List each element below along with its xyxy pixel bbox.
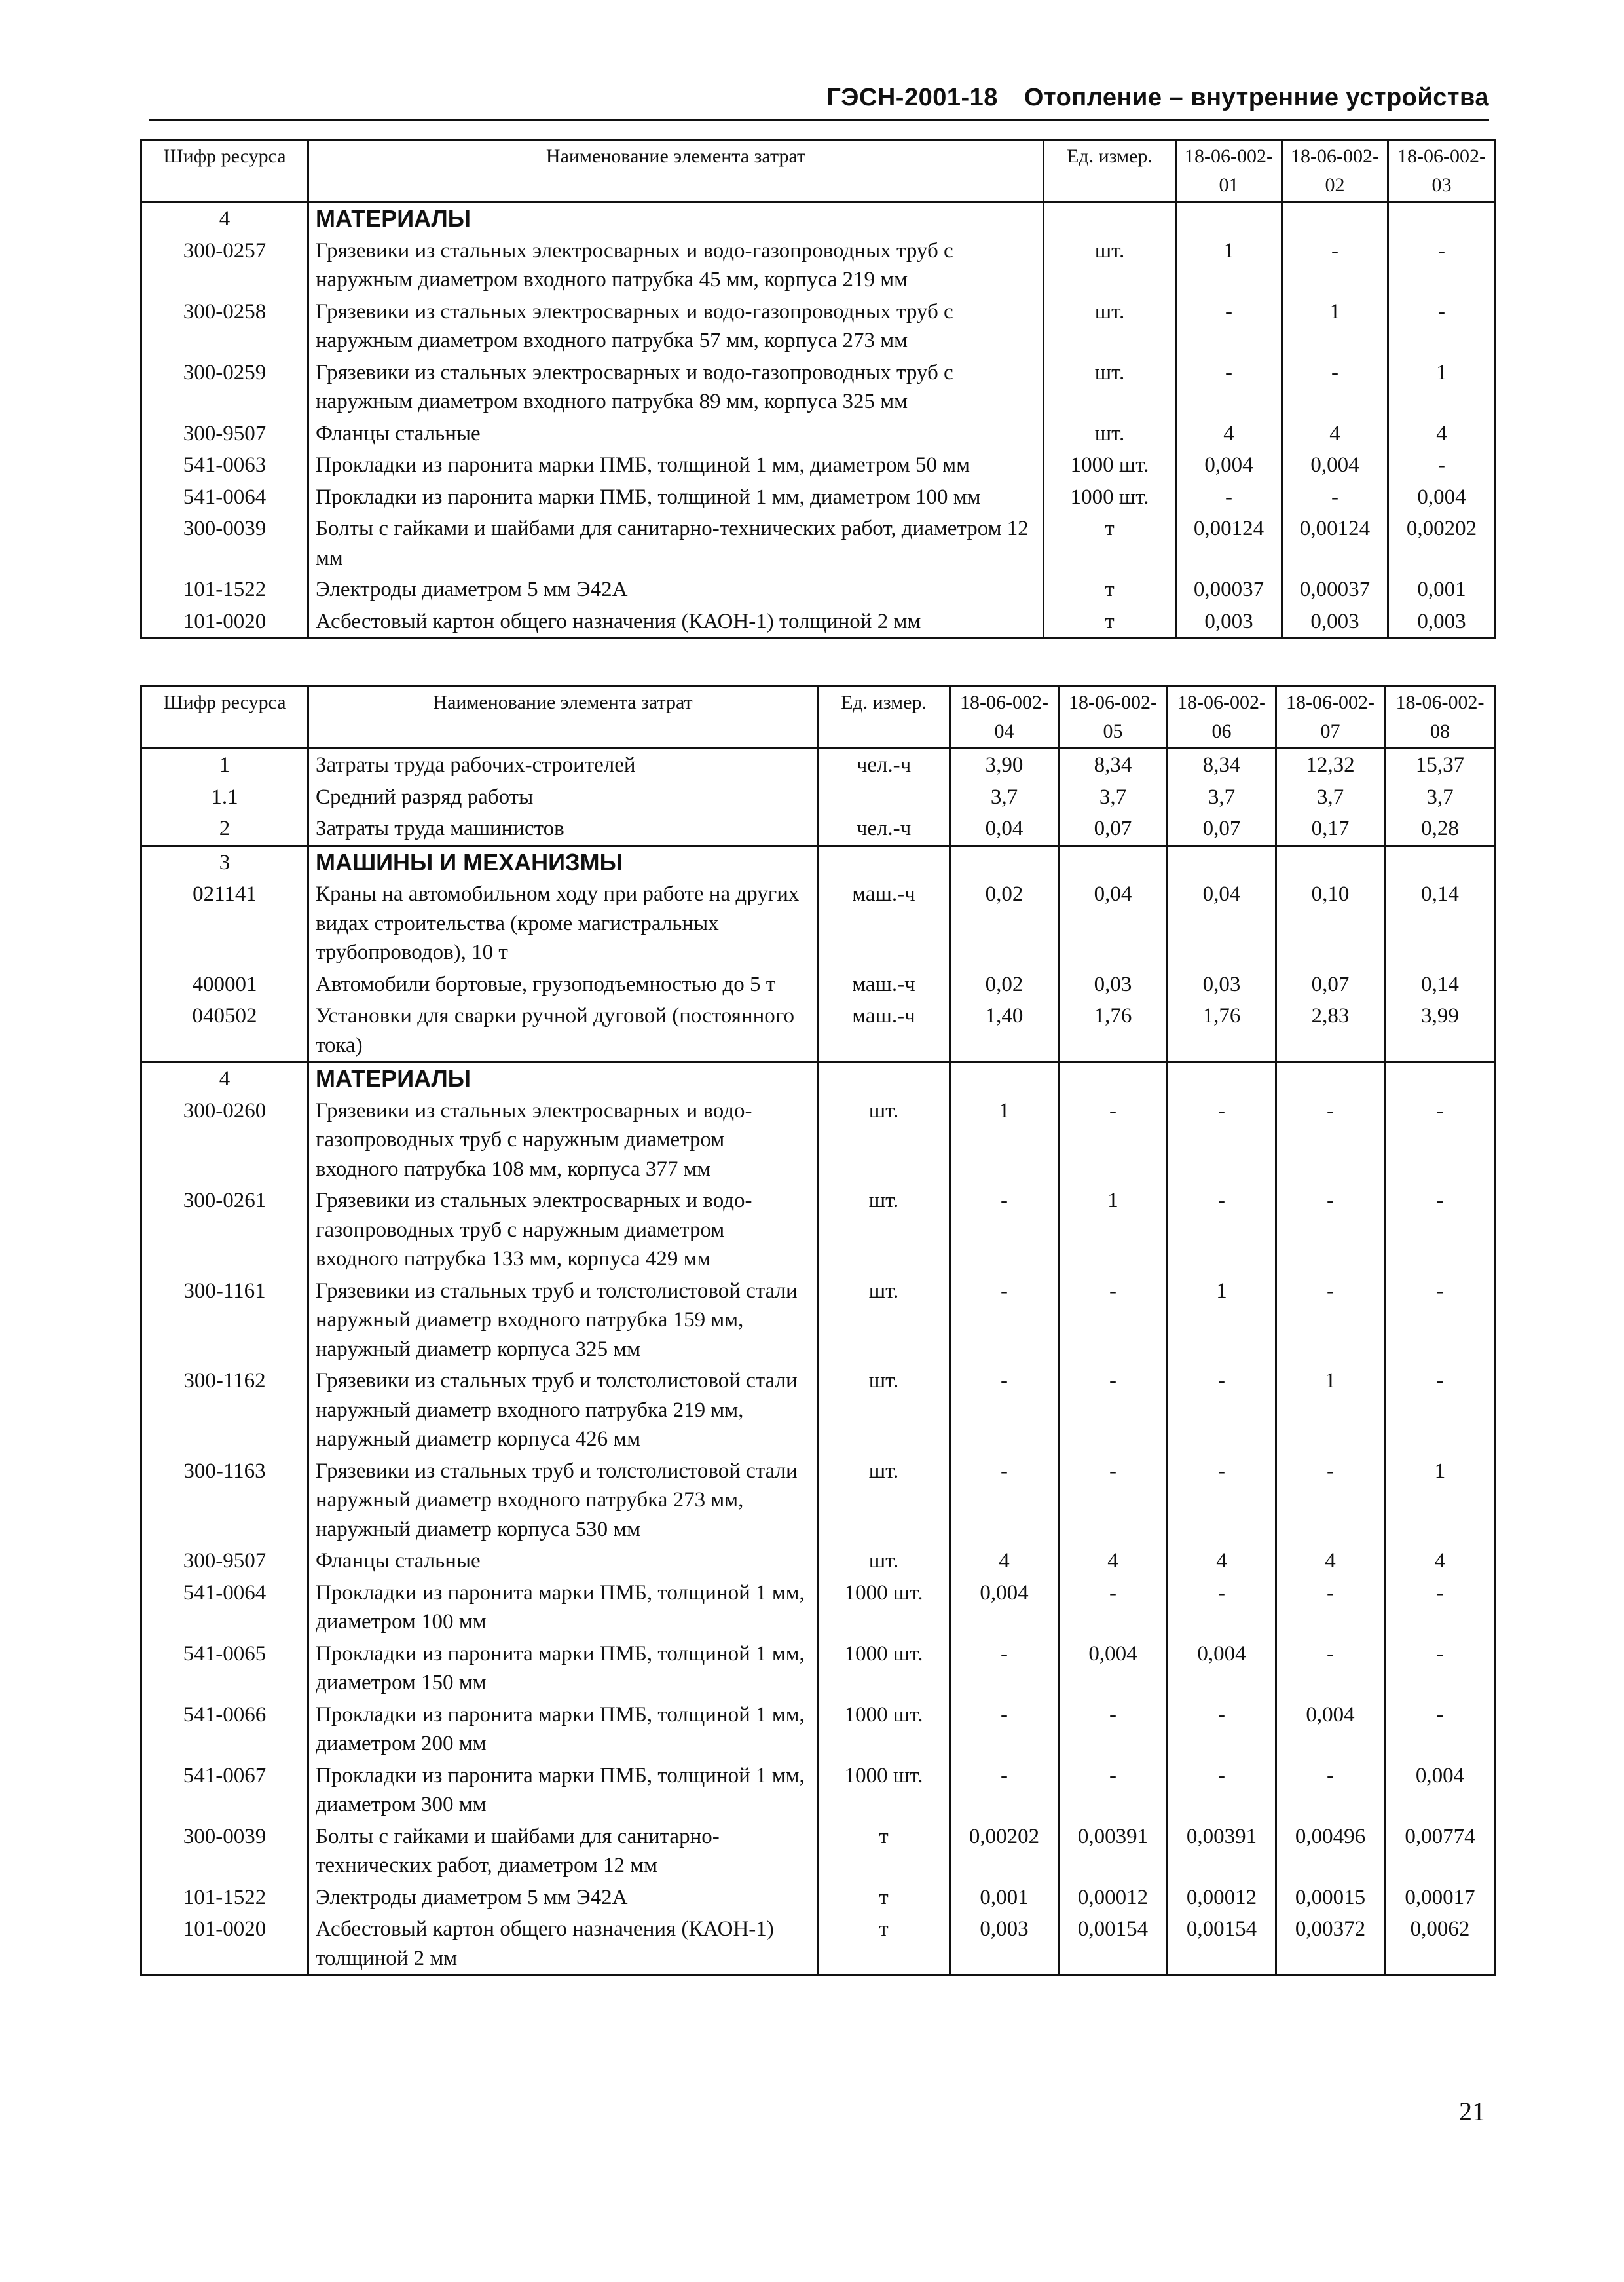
resource-code: 101-0020 xyxy=(141,606,308,639)
norm-value: 1 xyxy=(1282,296,1388,357)
page-header xyxy=(149,84,1489,121)
table-row xyxy=(141,357,1496,418)
resource-code: 400001 xyxy=(141,969,308,1001)
norm-value: - xyxy=(1276,1275,1385,1366)
norm-value: - xyxy=(1282,357,1388,418)
norm-value: 1 xyxy=(1385,1455,1496,1546)
norm-value: 0,04 xyxy=(1059,878,1168,969)
resource-code: 300-0261 xyxy=(141,1185,308,1275)
resource-unit: 1000 шт. xyxy=(818,1577,950,1638)
norm-value: 0,00774 xyxy=(1385,1821,1496,1882)
norm-value: 4 xyxy=(1282,418,1388,450)
table-row xyxy=(141,1913,1496,1975)
norm-value: 0,00124 xyxy=(1282,513,1388,574)
column-header-name: Наименование элемента затрат xyxy=(308,140,1044,202)
norm-value: 0,004 xyxy=(1176,449,1282,481)
column-header-norm: 18-06-002-01 xyxy=(1176,140,1282,202)
resource-unit: шт. xyxy=(1044,296,1176,357)
resource-code: 101-1522 xyxy=(141,1882,308,1914)
norm-value: 0,004 xyxy=(950,1577,1059,1638)
norm-value: - xyxy=(1282,481,1388,514)
norm-value: 0,004 xyxy=(1282,449,1388,481)
norm-value: - xyxy=(1168,1365,1276,1455)
norm-value: - xyxy=(1059,1095,1168,1186)
table-row xyxy=(141,1699,1496,1760)
table-row xyxy=(141,1821,1496,1882)
norm-value: 0,00202 xyxy=(950,1821,1059,1882)
norm-value: 4 xyxy=(1059,1545,1168,1577)
table-row xyxy=(141,969,1496,1001)
norm-value: - xyxy=(1059,1365,1168,1455)
resource-code: 300-1162 xyxy=(141,1365,308,1455)
column-header-norm: 18-06-002-08 xyxy=(1385,686,1496,749)
norm-value: 0,004 xyxy=(1059,1638,1168,1699)
table-body xyxy=(141,202,1496,639)
resource-code: 541-0063 xyxy=(141,449,308,481)
resource-name: Прокладки из паронита марки ПМБ, толщиной 1 мм, диаметром 50 мм xyxy=(308,449,1044,481)
resource-unit: шт. xyxy=(1044,235,1176,296)
norm-value: 0,001 xyxy=(950,1882,1059,1914)
norm-value: - xyxy=(1059,1275,1168,1366)
norm-value: 0,00202 xyxy=(1388,513,1496,574)
section-row xyxy=(141,202,1496,235)
norm-value: 0,04 xyxy=(950,813,1059,846)
norm-value: - xyxy=(1276,1638,1385,1699)
resource-name: Установки для сварки ручной дуговой (постоянного тока) xyxy=(308,1000,818,1062)
norm-value: - xyxy=(1388,235,1496,296)
resource-code: 541-0067 xyxy=(141,1760,308,1821)
norm-value: 3,90 xyxy=(950,749,1059,781)
resource-unit: 1000 шт. xyxy=(818,1760,950,1821)
norm-value: - xyxy=(1168,1185,1276,1275)
norm-value: 4 xyxy=(1168,1545,1276,1577)
norm-value xyxy=(1059,1062,1168,1095)
norm-value: 12,32 xyxy=(1276,749,1385,781)
resource-unit: маш.-ч xyxy=(818,969,950,1001)
norm-value: 2,83 xyxy=(1276,1000,1385,1062)
table-row xyxy=(141,481,1496,514)
resource-name: Фланцы стальные xyxy=(308,418,1044,450)
norm-value: - xyxy=(1168,1095,1276,1186)
resource-name: Грязевики из стальных электросварных и водо-газопроводных труб с наружным диаметром входного патрубка 57 мм, корпуса 273 мм xyxy=(308,296,1044,357)
resource-unit: 1000 шт. xyxy=(1044,449,1176,481)
section-row xyxy=(141,1062,1496,1095)
resource-code: 300-1161 xyxy=(141,1275,308,1366)
norm-value: 0,003 xyxy=(1282,606,1388,639)
resource-unit: шт. xyxy=(1044,357,1176,418)
resource-name: Грязевики из стальных труб и толстолистовой стали наружный диаметр входного патрубка 219 мм, наружный диаметр корпуса 426 мм xyxy=(308,1365,818,1455)
norm-value: 0,00017 xyxy=(1385,1882,1496,1914)
norm-value: - xyxy=(1168,1577,1276,1638)
norm-value: - xyxy=(950,1365,1059,1455)
norm-value: 0,10 xyxy=(1276,878,1385,969)
resource-unit: т xyxy=(818,1821,950,1882)
norm-value: - xyxy=(1276,1455,1385,1546)
norm-value: 0,00037 xyxy=(1176,574,1282,606)
norm-value: - xyxy=(1276,1760,1385,1821)
resource-name: Краны на автомобильном ходу при работе на других видах строительства (кроме магистральных трубопроводов), 10 т xyxy=(308,878,818,969)
norm-value: 0,0062 xyxy=(1385,1913,1496,1975)
norm-value: 0,004 xyxy=(1385,1760,1496,1821)
resource-unit: 1000 шт. xyxy=(1044,481,1176,514)
resource-unit: шт. xyxy=(818,1455,950,1546)
norm-value: 1,40 xyxy=(950,1000,1059,1062)
norm-value: - xyxy=(1385,1095,1496,1186)
norm-value: 0,00496 xyxy=(1276,1821,1385,1882)
resource-code: 021141 xyxy=(141,878,308,969)
norm-value: 1 xyxy=(1276,1365,1385,1455)
norm-value: - xyxy=(1059,1760,1168,1821)
column-header-unit: Ед. измер. xyxy=(818,686,950,749)
resource-unit xyxy=(818,781,950,814)
resource-unit: т xyxy=(1044,606,1176,639)
norm-value: - xyxy=(1276,1185,1385,1275)
table-row xyxy=(141,1882,1496,1914)
norm-value: 0,00012 xyxy=(1168,1882,1276,1914)
table-row xyxy=(141,1365,1496,1455)
resource-unit: т xyxy=(818,1882,950,1914)
column-header-norm: 18-06-002-07 xyxy=(1276,686,1385,749)
norm-value: - xyxy=(1388,449,1496,481)
norm-value: 0,00372 xyxy=(1276,1913,1385,1975)
table-row xyxy=(141,1275,1496,1366)
norm-value: 0,004 xyxy=(1168,1638,1276,1699)
resource-table-2 xyxy=(140,685,1496,1976)
norm-value: - xyxy=(1385,1365,1496,1455)
resource-code: 101-0020 xyxy=(141,1913,308,1975)
norm-value: - xyxy=(950,1275,1059,1366)
norm-value: - xyxy=(1059,1455,1168,1546)
norm-value: - xyxy=(1385,1275,1496,1366)
norm-value: 0,07 xyxy=(1059,813,1168,846)
document-code: ГЭСН-2001-18 xyxy=(826,84,998,111)
section-row xyxy=(141,846,1496,878)
norm-value: 3,7 xyxy=(1168,781,1276,814)
table-row xyxy=(141,606,1496,639)
resource-unit xyxy=(818,846,950,878)
norm-value: - xyxy=(950,1699,1059,1760)
norm-value: 0,003 xyxy=(1176,606,1282,639)
norm-value: 1 xyxy=(1059,1185,1168,1275)
norm-value: 0,003 xyxy=(950,1913,1059,1975)
norm-value: - xyxy=(1059,1699,1168,1760)
table-row xyxy=(141,1095,1496,1186)
table-row xyxy=(141,513,1496,574)
resource-unit: 1000 шт. xyxy=(818,1638,950,1699)
norm-value: 0,00154 xyxy=(1059,1913,1168,1975)
resource-code: 300-0039 xyxy=(141,513,308,574)
resource-code: 300-9507 xyxy=(141,418,308,450)
norm-value: - xyxy=(1168,1760,1276,1821)
resource-name: Электроды диаметром 5 мм Э42А xyxy=(308,574,1044,606)
table-row xyxy=(141,1185,1496,1275)
table-body xyxy=(141,749,1496,1975)
norm-value xyxy=(1176,202,1282,235)
norm-value: 0,28 xyxy=(1385,813,1496,846)
resource-name: Фланцы стальные xyxy=(308,1545,818,1577)
norm-value: 4 xyxy=(1385,1545,1496,1577)
table-row xyxy=(141,1000,1496,1062)
norm-value: 3,7 xyxy=(1059,781,1168,814)
norm-value: 0,17 xyxy=(1276,813,1385,846)
norm-value: 0,00391 xyxy=(1059,1821,1168,1882)
resource-code: 040502 xyxy=(141,1000,308,1062)
norm-value xyxy=(1385,1062,1496,1095)
norm-value: - xyxy=(1168,1699,1276,1760)
norm-value: 0,00015 xyxy=(1276,1882,1385,1914)
norm-value xyxy=(950,846,1059,878)
norm-value: 1 xyxy=(1168,1275,1276,1366)
norm-value: 0,00154 xyxy=(1168,1913,1276,1975)
resource-name: Грязевики из стальных труб и толстолистовой стали наружный диаметр входного патрубка 159 мм, наружный диаметр корпуса 325 мм xyxy=(308,1275,818,1366)
column-header-norm: 18-06-002-03 xyxy=(1388,140,1496,202)
resource-code: 541-0064 xyxy=(141,1577,308,1638)
table-row xyxy=(141,878,1496,969)
norm-value xyxy=(1168,1062,1276,1095)
resource-unit xyxy=(818,1062,950,1095)
norm-value: 1 xyxy=(1176,235,1282,296)
norm-value: 1,76 xyxy=(1168,1000,1276,1062)
resource-name: Прокладки из паронита марки ПМБ, толщиной 1 мм, диаметром 100 мм xyxy=(308,1577,818,1638)
resource-unit: шт. xyxy=(818,1545,950,1577)
norm-value: 0,02 xyxy=(950,878,1059,969)
resource-name: Прокладки из паронита марки ПМБ, толщиной 1 мм, диаметром 100 мм xyxy=(308,481,1044,514)
resource-code: 1 xyxy=(141,749,308,781)
resource-code: 3 xyxy=(141,846,308,878)
resource-unit: шт. xyxy=(818,1095,950,1186)
resource-name: Прокладки из паронита марки ПМБ, толщиной 1 мм, диаметром 200 мм xyxy=(308,1699,818,1760)
table-row xyxy=(141,1455,1496,1546)
norm-value: - xyxy=(1176,481,1282,514)
norm-value: 0,00012 xyxy=(1059,1882,1168,1914)
table-row xyxy=(141,418,1496,450)
resource-name: Грязевики из стальных электросварных и водо-газопроводных труб с наружным диаметром входного патрубка 89 мм, корпуса 325 мм xyxy=(308,357,1044,418)
resource-unit xyxy=(1044,202,1176,235)
table-header-row xyxy=(141,140,1496,202)
norm-value: - xyxy=(1276,1577,1385,1638)
resource-name: Асбестовый картон общего назначения (КАОН-1) толщиной 2 мм xyxy=(308,1913,818,1975)
norm-value: - xyxy=(950,1455,1059,1546)
norm-value: 3,7 xyxy=(1385,781,1496,814)
norm-value: - xyxy=(950,1760,1059,1821)
resource-name: Грязевики из стальных электросварных и водо-газопроводных труб с наружным диаметром входного патрубка 45 мм, корпуса 219 мм xyxy=(308,235,1044,296)
table-row xyxy=(141,749,1496,781)
resource-unit: шт. xyxy=(818,1365,950,1455)
table-row xyxy=(141,1577,1496,1638)
norm-value: 1 xyxy=(1388,357,1496,418)
resource-code: 541-0065 xyxy=(141,1638,308,1699)
resource-code: 101-1522 xyxy=(141,574,308,606)
resource-code: 541-0066 xyxy=(141,1699,308,1760)
norm-value: - xyxy=(1176,296,1282,357)
norm-value xyxy=(950,1062,1059,1095)
resource-code: 300-0257 xyxy=(141,235,308,296)
norm-value: 0,00037 xyxy=(1282,574,1388,606)
resource-code: 4 xyxy=(141,1062,308,1095)
norm-value: 3,7 xyxy=(1276,781,1385,814)
norm-value xyxy=(1388,202,1496,235)
table-row xyxy=(141,235,1496,296)
norm-value: 0,03 xyxy=(1059,969,1168,1001)
norm-value xyxy=(1168,846,1276,878)
resource-code: 300-0258 xyxy=(141,296,308,357)
resource-code: 2 xyxy=(141,813,308,846)
norm-value: - xyxy=(950,1185,1059,1275)
norm-value xyxy=(1059,846,1168,878)
norm-value: 0,07 xyxy=(1276,969,1385,1001)
norm-value: 4 xyxy=(1276,1545,1385,1577)
resource-name: Затраты труда машинистов xyxy=(308,813,818,846)
column-header-code: Шифр ресурса xyxy=(141,686,308,749)
resource-name: Болты с гайками и шайбами для санитарно-технических работ, диаметром 12 мм xyxy=(308,1821,818,1882)
column-header-name: Наименование элемента затрат xyxy=(308,686,818,749)
norm-value: - xyxy=(1276,1095,1385,1186)
norm-value: 15,37 xyxy=(1385,749,1496,781)
table-row xyxy=(141,1545,1496,1577)
norm-value: - xyxy=(1059,1577,1168,1638)
table-row xyxy=(141,574,1496,606)
norm-value: - xyxy=(1176,357,1282,418)
norm-value: 0,004 xyxy=(1276,1699,1385,1760)
resource-name: МАШИНЫ И МЕХАНИЗМЫ xyxy=(308,846,818,878)
norm-value xyxy=(1276,1062,1385,1095)
norm-value: - xyxy=(950,1638,1059,1699)
resource-unit: чел.-ч xyxy=(818,749,950,781)
resource-unit: т xyxy=(1044,513,1176,574)
resource-name: Прокладки из паронита марки ПМБ, толщиной 1 мм, диаметром 300 мм xyxy=(308,1760,818,1821)
column-header-code: Шифр ресурса xyxy=(141,140,308,202)
norm-value: - xyxy=(1385,1185,1496,1275)
document-title: Отопление – внутренние устройства xyxy=(1024,84,1489,111)
resource-code: 300-1163 xyxy=(141,1455,308,1546)
resource-name: Грязевики из стальных электросварных и водо-газопроводных труб с наружным диаметром входного патрубка 108 мм, корпуса 377 мм xyxy=(308,1095,818,1186)
resource-unit: шт. xyxy=(818,1275,950,1366)
norm-value: 0,02 xyxy=(950,969,1059,1001)
norm-value: 0,04 xyxy=(1168,878,1276,969)
norm-value xyxy=(1385,846,1496,878)
norm-value: 8,34 xyxy=(1168,749,1276,781)
resource-name: Средний разряд работы xyxy=(308,781,818,814)
norm-value: 8,34 xyxy=(1059,749,1168,781)
norm-value: 4 xyxy=(1388,418,1496,450)
resource-name: Прокладки из паронита марки ПМБ, толщиной 1 мм, диаметром 150 мм xyxy=(308,1638,818,1699)
norm-value: 3,7 xyxy=(950,781,1059,814)
resource-code: 4 xyxy=(141,202,308,235)
table-row xyxy=(141,781,1496,814)
table-row xyxy=(141,449,1496,481)
norm-value: 1,76 xyxy=(1059,1000,1168,1062)
resource-unit: маш.-ч xyxy=(818,1000,950,1062)
resource-unit: шт. xyxy=(1044,418,1176,450)
table-header-row xyxy=(141,686,1496,749)
resource-name: Асбестовый картон общего назначения (КАОН-1) толщиной 2 мм xyxy=(308,606,1044,639)
norm-value xyxy=(1282,202,1388,235)
resource-code: 300-9507 xyxy=(141,1545,308,1577)
resource-unit: маш.-ч xyxy=(818,878,950,969)
resource-name: Автомобили бортовые, грузоподъемностью до 5 т xyxy=(308,969,818,1001)
norm-value: 0,001 xyxy=(1388,574,1496,606)
resource-name: МАТЕРИАЛЫ xyxy=(308,202,1044,235)
resource-name: Электроды диаметром 5 мм Э42А xyxy=(308,1882,818,1914)
resource-unit: 1000 шт. xyxy=(818,1699,950,1760)
resource-unit: шт. xyxy=(818,1185,950,1275)
resource-code: 541-0064 xyxy=(141,481,308,514)
norm-value: - xyxy=(1282,235,1388,296)
column-header-norm: 18-06-002-02 xyxy=(1282,140,1388,202)
norm-value: - xyxy=(1385,1577,1496,1638)
resource-name: Затраты труда рабочих-строителей xyxy=(308,749,818,781)
column-header-norm: 18-06-002-06 xyxy=(1168,686,1276,749)
resource-code: 1.1 xyxy=(141,781,308,814)
resource-code: 300-0259 xyxy=(141,357,308,418)
norm-value xyxy=(1276,846,1385,878)
norm-value: 0,14 xyxy=(1385,969,1496,1001)
column-header-unit: Ед. измер. xyxy=(1044,140,1176,202)
resource-code: 300-0260 xyxy=(141,1095,308,1186)
norm-value: 0,07 xyxy=(1168,813,1276,846)
norm-value: 4 xyxy=(950,1545,1059,1577)
column-header-norm: 18-06-002-05 xyxy=(1059,686,1168,749)
resource-name: Болты с гайками и шайбами для санитарно-технических работ, диаметром 12 мм xyxy=(308,513,1044,574)
norm-value: - xyxy=(1388,296,1496,357)
norm-value: 0,004 xyxy=(1388,481,1496,514)
resource-code: 300-0039 xyxy=(141,1821,308,1882)
norm-value: 0,00124 xyxy=(1176,513,1282,574)
table-row xyxy=(141,296,1496,357)
resource-unit: т xyxy=(818,1913,950,1975)
norm-value: - xyxy=(1385,1699,1496,1760)
resource-unit: т xyxy=(1044,574,1176,606)
norm-value: - xyxy=(1385,1638,1496,1699)
norm-value: 1 xyxy=(950,1095,1059,1186)
table-row xyxy=(141,813,1496,846)
table-row xyxy=(141,1760,1496,1821)
resource-unit: чел.-ч xyxy=(818,813,950,846)
resource-name: Грязевики из стальных труб и толстолистовой стали наружный диаметр входного патрубка 273 мм, наружный диаметр корпуса 530 мм xyxy=(308,1455,818,1546)
norm-value: 0,003 xyxy=(1388,606,1496,639)
norm-value: 4 xyxy=(1176,418,1282,450)
table-row xyxy=(141,1638,1496,1699)
column-header-norm: 18-06-002-04 xyxy=(950,686,1059,749)
resource-name: МАТЕРИАЛЫ xyxy=(308,1062,818,1095)
norm-value: - xyxy=(1168,1455,1276,1546)
norm-value: 0,14 xyxy=(1385,878,1496,969)
resource-table-1 xyxy=(140,139,1496,639)
resource-name: Грязевики из стальных электросварных и водо-газопроводных труб с наружным диаметром входного патрубка 133 мм, корпуса 429 мм xyxy=(308,1185,818,1275)
page-number: 21 xyxy=(1459,2097,1485,2126)
norm-value: 0,03 xyxy=(1168,969,1276,1001)
norm-value: 3,99 xyxy=(1385,1000,1496,1062)
norm-value: 0,00391 xyxy=(1168,1821,1276,1882)
